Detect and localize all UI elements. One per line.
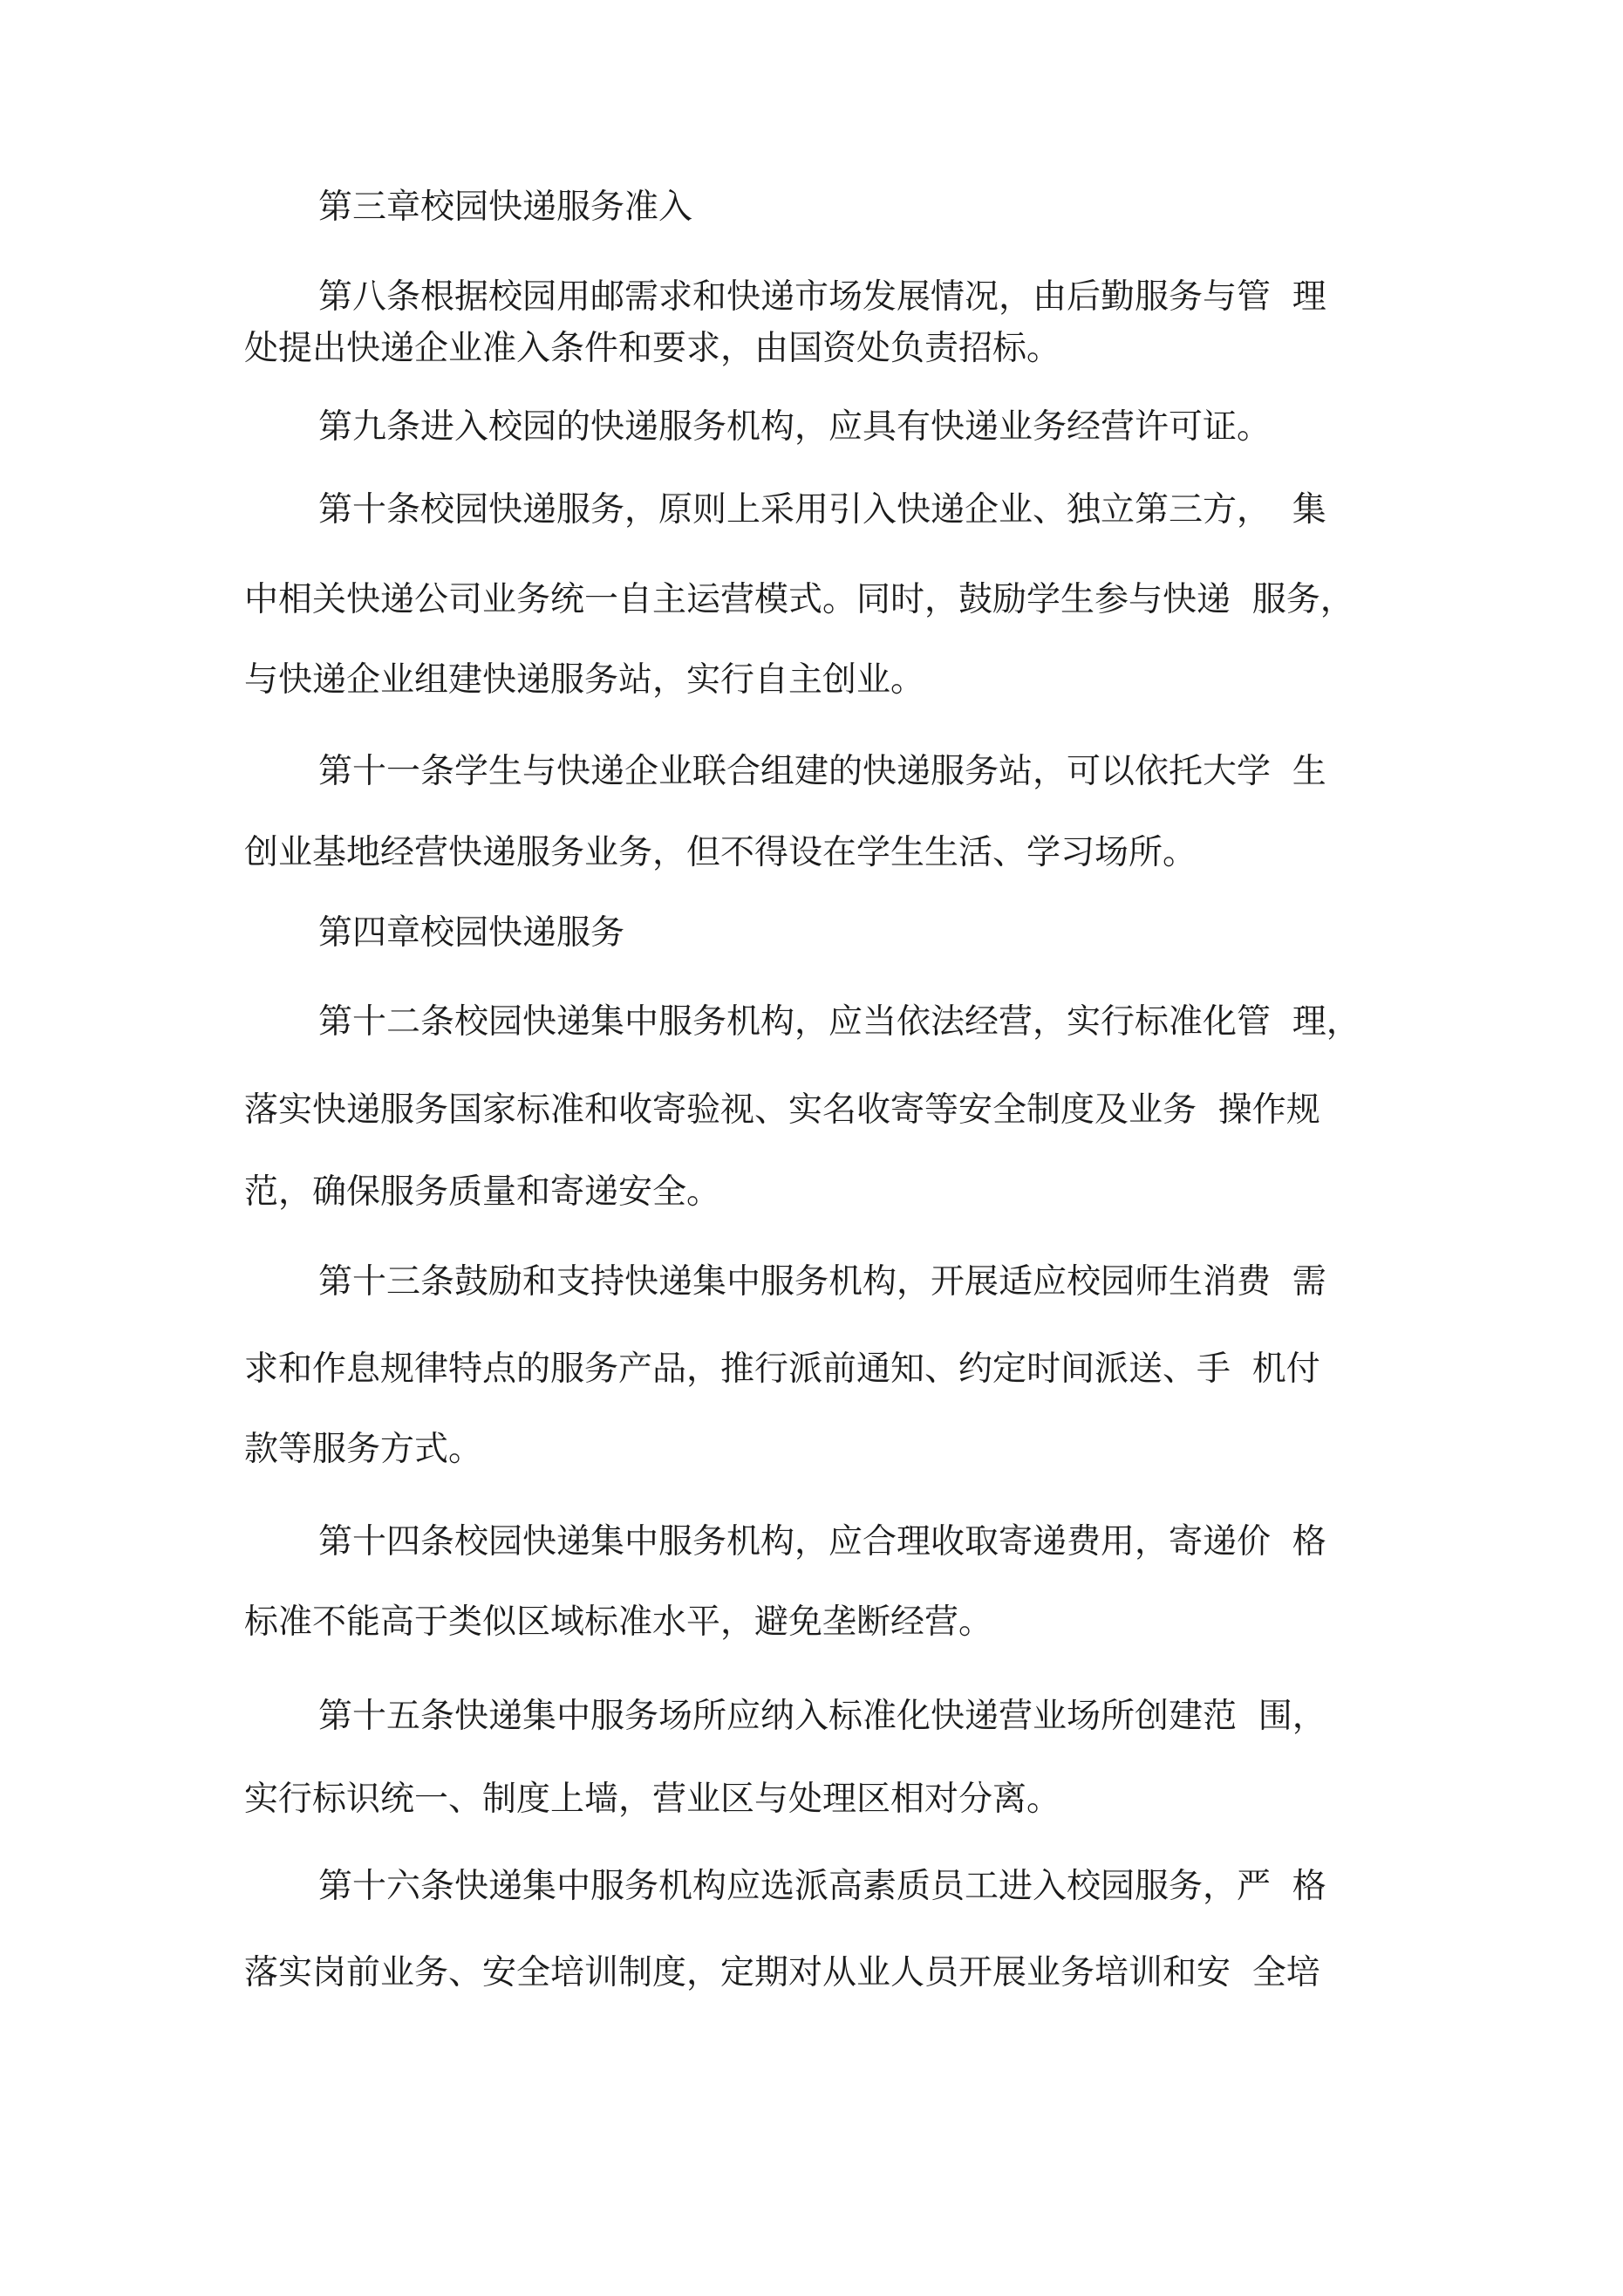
paragraph-line: 中相关快递公司业务统一自主运营模式。同时，鼓励学生参与快递 服务， <box>244 580 1354 619</box>
paragraph-line: 第十三条鼓励和支持快递集中服务机构，开展适应校园师生消费 需 <box>318 1262 1326 1302</box>
paragraph-line: 第八条根据校园用邮需求和快递市场发展情况，由后勤服务与管 理 <box>318 277 1326 317</box>
paragraph-line: 求和作息规律特点的服务产品，推行派前通知、约定时间派送、手 机付 <box>244 1350 1320 1389</box>
paragraph-line: 第十五条快递集中服务场所应纳入标准化快递营业场所创建范 围， <box>318 1697 1326 1736</box>
chapter-heading: 第三章校园快递服务准入 <box>318 188 693 227</box>
paragraph-line: 第九条进入校园的快递服务机构，应具有快递业务经营许可证。 <box>318 407 1272 447</box>
paragraph-line: 款等服务方式。 <box>244 1430 483 1469</box>
paragraph-line: 第十四条校园快递集中服务机构，应合理收取寄递费用，寄递价 格 <box>318 1522 1326 1561</box>
paragraph-line: 落实快递服务国家标准和收寄验视、实名收寄等安全制度及业务 操作规 <box>244 1090 1320 1130</box>
paragraph-line: 与快递企业组建快递服务站，实行自主创业。 <box>244 660 925 700</box>
paragraph-line: 第十条校园快递服务，原则上采用引入快递企业、独立第三方， 集 <box>318 490 1326 530</box>
paragraph-line: 第十一条学生与快递企业联合组建的快递服务站，可以依托大学 生 <box>318 752 1326 791</box>
paragraph-line: 实行标识统一、制度上墙，营业区与处理区相对分离。 <box>244 1780 1061 1819</box>
paragraph-line: 标准不能高于类似区域标准水平，避免垄断经营。 <box>244 1602 993 1642</box>
paragraph-line: 落实岗前业务、安全培训制度，定期对从业人员开展业务培训和安 全培 <box>244 1953 1320 1992</box>
paragraph-line: 第十二条校园快递集中服务机构，应当依法经营，实行标准化管 理， <box>318 1002 1360 1042</box>
chapter-heading: 第四章校园快递服务 <box>318 913 625 953</box>
paragraph-line: 范，确保服务质量和寄递安全。 <box>244 1172 721 1212</box>
paragraph-line: 第十六条快递集中服务机构应选派高素质员工进入校园服务，严 格 <box>318 1867 1326 1906</box>
paragraph-line: 处提出快递企业准入条件和要求，由国资处负责招标。 <box>244 329 1061 368</box>
paragraph-line: 创业基地经营快递服务业务，但不得设在学生生活、学习场所。 <box>244 833 1197 872</box>
